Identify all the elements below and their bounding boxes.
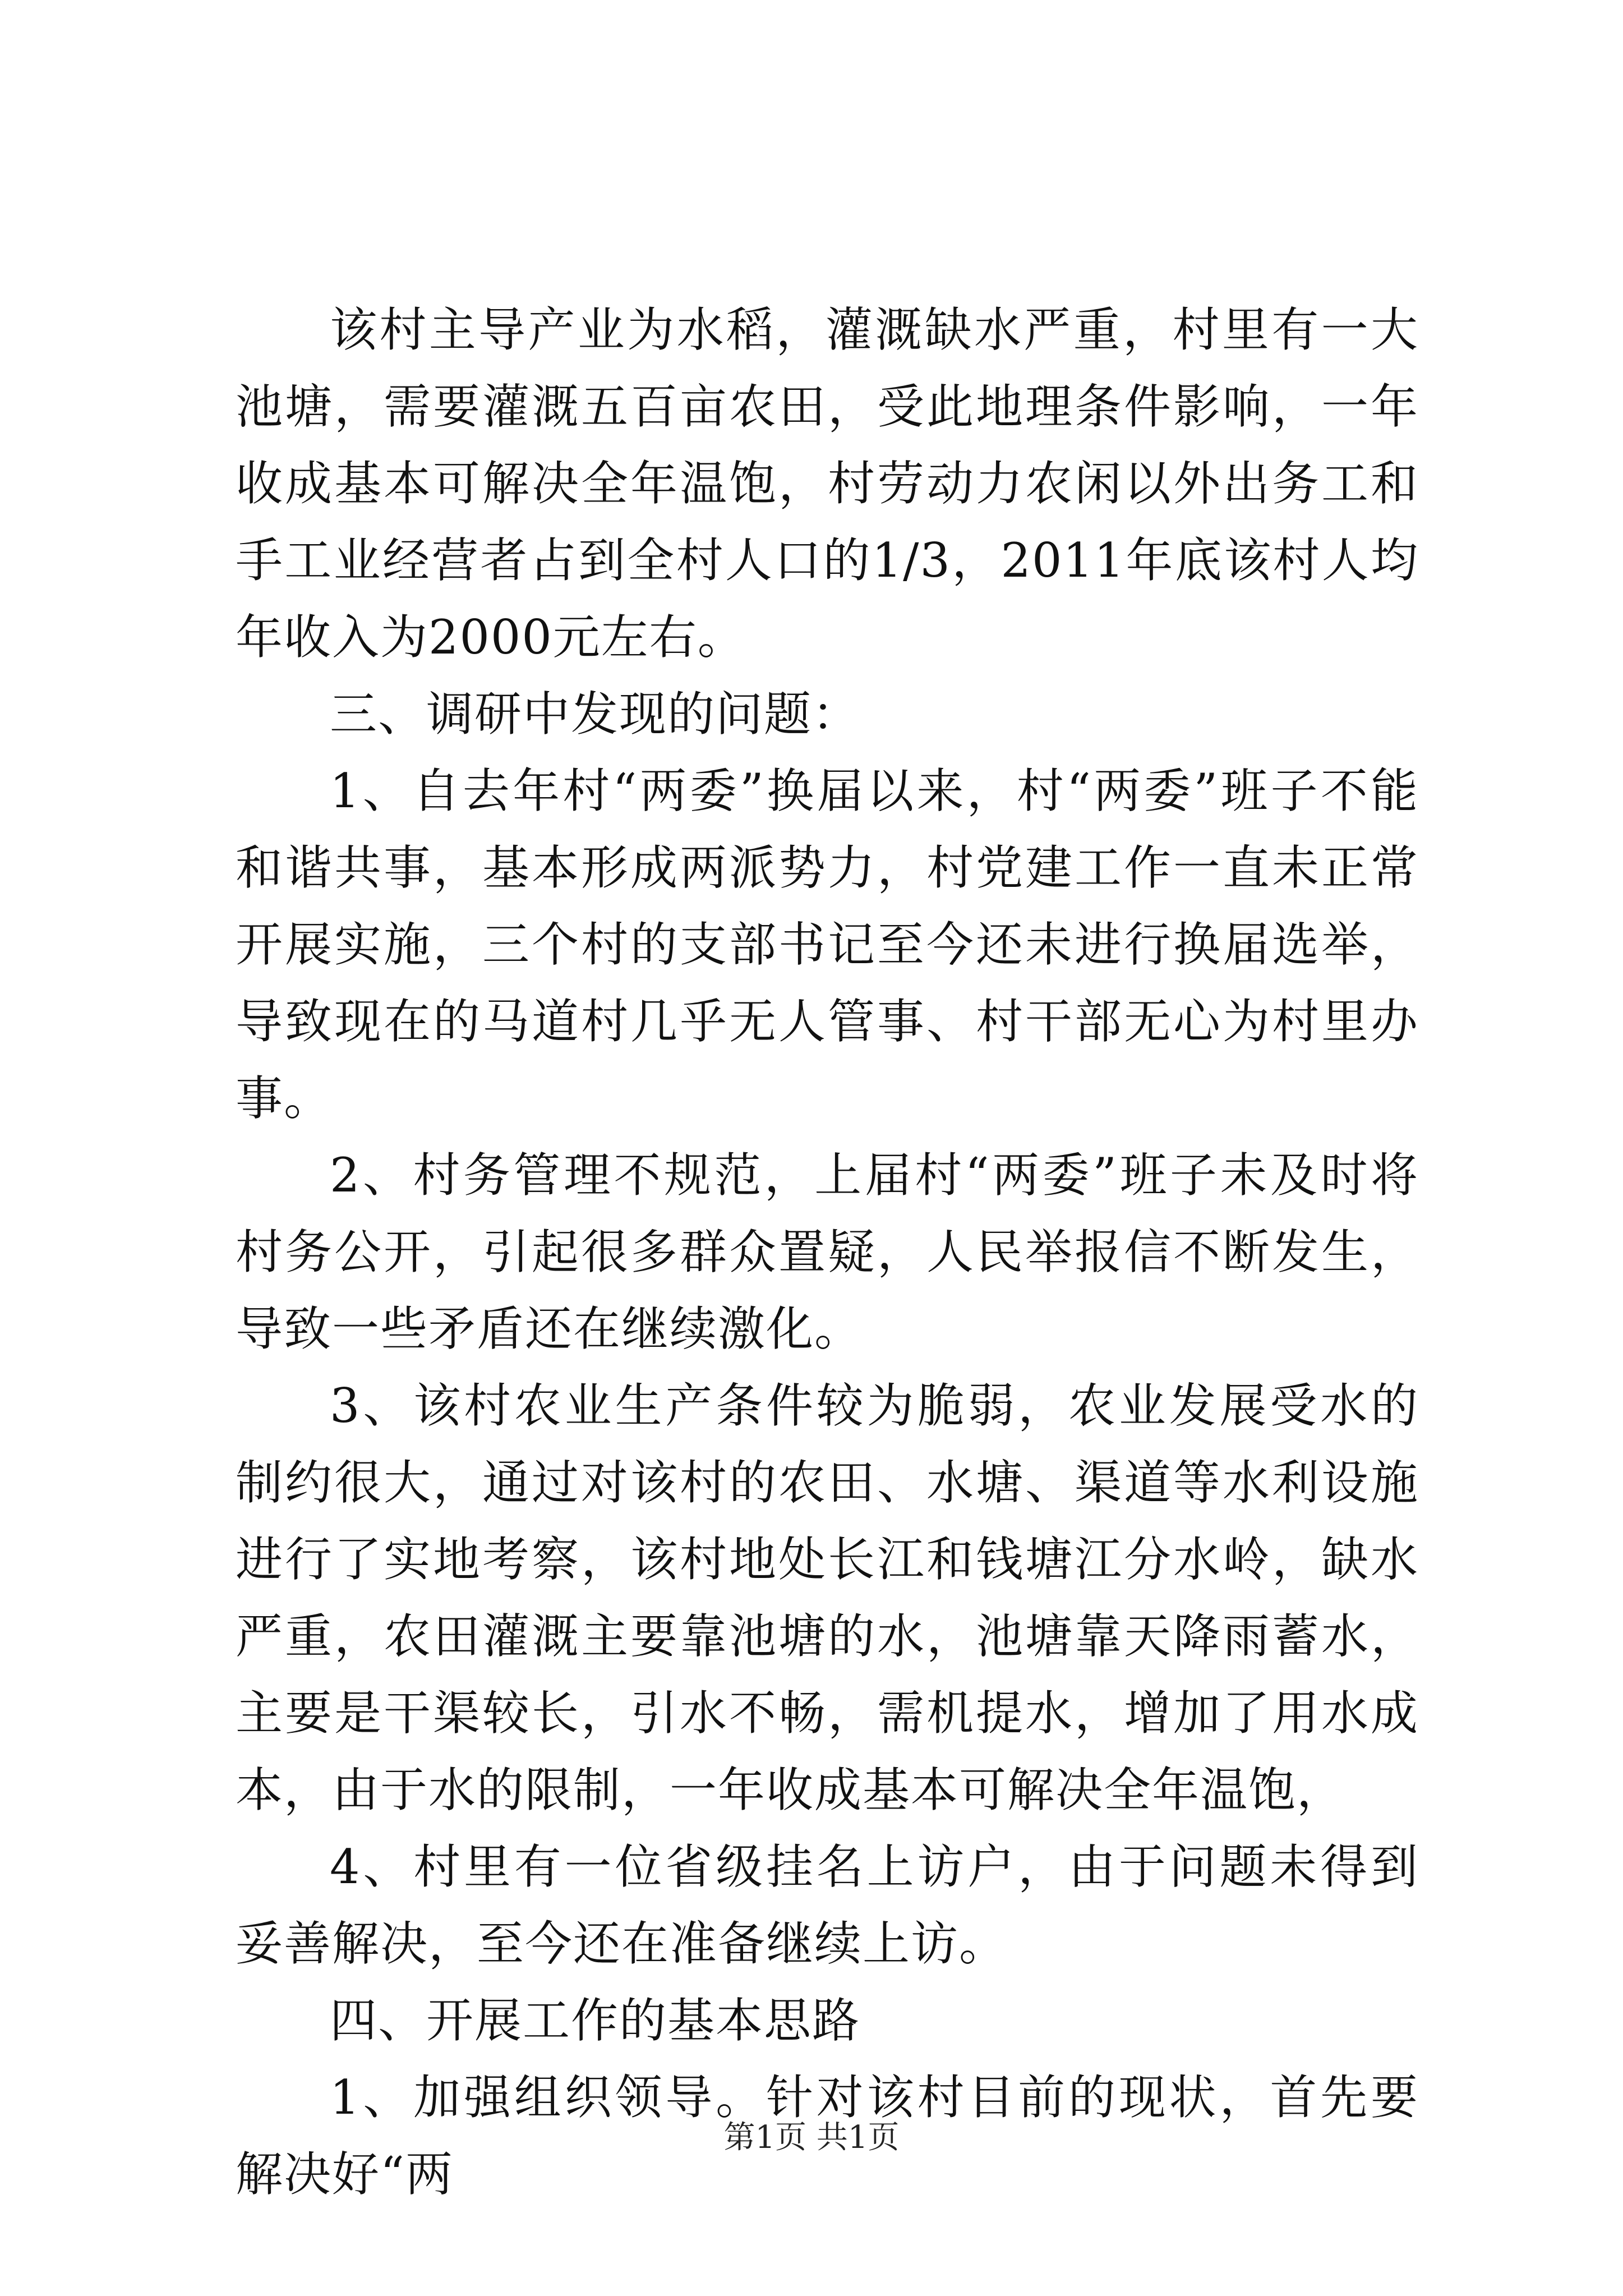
paragraph-problem-2: 2、村务管理不规范，上届村“两委”班子未及时将村务公开，引起很多群众置疑，人民举报信不断发生，导致一些矛盾还在继续激化。 bbox=[236, 1148, 1419, 1356]
section-heading-problems: 三、调研中发现的问题： bbox=[330, 687, 861, 742]
document-body bbox=[236, 292, 1419, 2213]
paragraph-problem-1: 1、自去年村“两委”换届以来，村“两委”班子不能和谐共事，基本形成两派势力，村党建工作一直未正常开展实施，三个村的支部书记至今还未进行换届选举，导致现在的马道村几乎无人管事、村干部无心为村里办事。 bbox=[236, 763, 1419, 1126]
paragraph-approach-1: 1、加强组织领导。针对该村目前的现状，首先要解决好“两 bbox=[236, 2070, 1419, 2202]
paragraph-problem-4: 4、村里有一位省级挂名上访户，由于问题未得到妥善解决，至今还在准备继续上访。 bbox=[236, 1839, 1419, 1971]
section-heading-approach: 四、开展工作的基本思路 bbox=[330, 1993, 861, 2048]
paragraph-problem-3: 3、该村农业生产条件较为脆弱，农业发展受水的制约很大，通过对该村的农田、水塘、渠道等水利设施进行了实地考察，该村地处长江和钱塘江分水岭，缺水严重，农田灌溉主要靠池塘的水，池塘靠天降雨蓄水，主要是干渠较长，引水不畅，需机提水，增加了用水成本，由于水的限制，一年收成基本可解决全年温饱， bbox=[236, 1378, 1419, 1818]
page-footer: 第1页 共1页 bbox=[723, 2119, 900, 2156]
paragraph-overview: 该村主导产业为水稻，灌溉缺水严重，村里有一大池塘，需要灌溉五百亩农田，受此地理条件影响，一年收成基本可解决全年温饱，村劳动力农闲以外出务工和手工业经营者占到全村人口的1/3，2011年底该村人均年收入为2000元左右。 bbox=[236, 302, 1419, 665]
